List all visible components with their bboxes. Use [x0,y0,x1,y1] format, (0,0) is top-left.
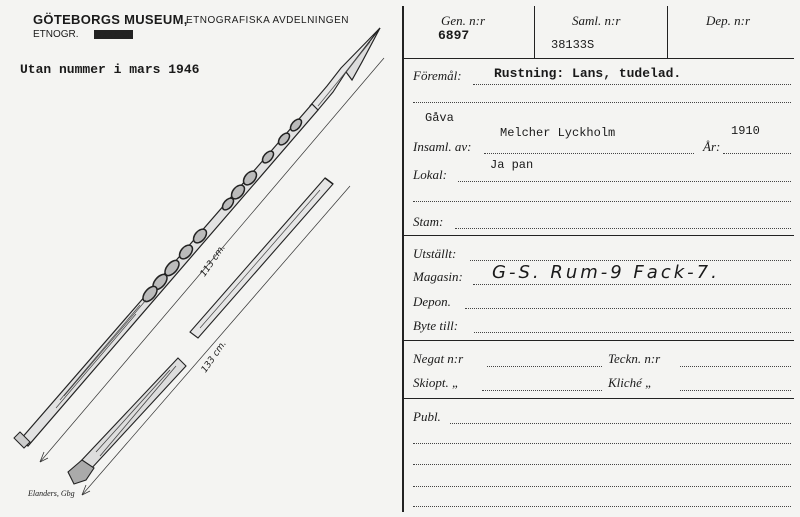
header-divider-1 [534,6,535,58]
magasin-label: Magasin: [413,269,463,284]
foremal-value: Rustning: Lans, tudelad. [494,66,682,81]
insaml-label: Insaml. av: [413,139,472,154]
lokal-label: Lokal: [413,167,447,182]
dep-nr-label: Dep. n:r [706,13,751,28]
short-measure-line [82,186,350,495]
utstallt-label: Utställt: [413,246,457,261]
dotted-line [413,443,791,444]
card-left-border [402,6,404,512]
skiopt-label: Skiopt. „ [413,375,460,390]
dotted-line [455,228,791,229]
header-divider-2 [667,6,668,58]
section-rule-3 [404,398,794,399]
section-rule-2 [404,340,794,341]
dotted-line [473,84,791,85]
dotted-line [450,423,791,424]
dotted-line [487,366,602,367]
saml-nr-label: Saml. n:r [572,13,621,28]
printer-mark: Elanders, Gbg [28,489,75,498]
lokal-value: Ja pan [490,158,534,172]
dotted-line [680,390,791,391]
depon-label: Depon. [413,294,451,309]
teckn-label: Teckn. n:r [608,351,661,366]
dotted-line [470,260,791,261]
kliche-label: Kliché „ [608,375,653,390]
note-text: Utan nummer i mars 1946 [20,62,200,77]
gava-text: Gåva [425,111,454,125]
dotted-line [473,284,791,285]
museum-name: GÖTEBORGS MUSEUM, [33,12,188,27]
header-bottom-rule [404,58,794,59]
publ-label: Publ. [413,409,441,424]
dotted-line [413,506,791,507]
dotted-line [474,332,791,333]
dotted-line [482,390,602,391]
long-spear [14,28,380,448]
dotted-line [413,486,791,487]
dotted-line [413,464,791,465]
foremal-label: Föremål: [413,68,462,83]
etnogr-label: ETNOGR. [33,29,79,40]
magasin-value: G-S. Rum-9 Fack-7. [492,262,720,283]
byte-till-label: Byte till: [413,318,459,333]
dotted-line [680,366,791,367]
gen-nr-label: Gen. n:r [441,13,486,28]
dotted-line [413,102,791,103]
ar-label: År: [703,139,721,154]
department-name: ETNOGRAFISKA AVDELNINGEN [186,15,349,26]
dotted-line [465,308,791,309]
section-rule-1 [404,235,794,236]
saml-nr-value: 38133S [551,38,595,52]
gen-nr-value: 6897 [438,28,470,43]
redacted-stamp: XXXXXX [96,30,131,39]
insaml-value: Melcher Lyckholm [500,126,616,140]
dotted-line [484,153,694,154]
dotted-line [458,181,791,182]
stam-label: Stam: [413,214,444,229]
dotted-line [413,201,791,202]
ar-value: 1910 [731,124,760,138]
negat-label: Negat n:r [413,351,464,366]
dotted-line [723,153,791,154]
measure-short-label: 133 cm. [199,339,229,375]
measure-long-label: 113 cm. [198,243,228,279]
